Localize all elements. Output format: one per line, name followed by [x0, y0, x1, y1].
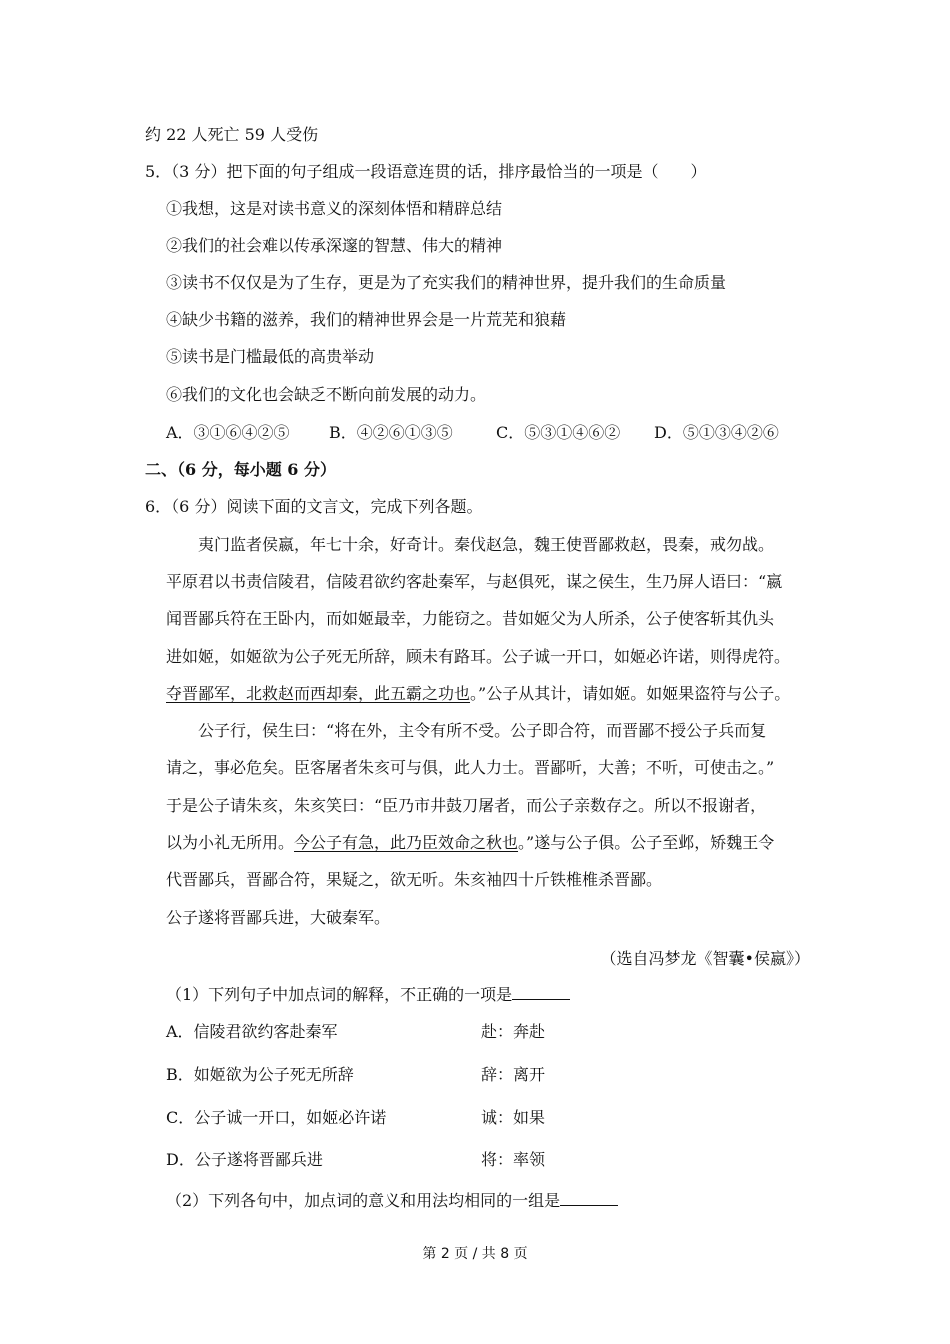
answer-blank-2[interactable]: [560, 1191, 618, 1206]
sub1-option-a-gloss: 赴：奔赴: [481, 1022, 546, 1041]
sub1-option-c-gloss: 诚：如果: [481, 1108, 546, 1127]
sub-question-2-text: （2）下列各句中，加点词的意义和用法均相同的一组是: [166, 1191, 561, 1210]
question-6-stem: 6．（6 分）阅读下面的文言文，完成下列各题。: [145, 497, 483, 516]
q5-item-1: ①我想，这是对读书意义的深刻体悟和精辟总结: [166, 199, 503, 218]
q5-item-2: ②我们的社会难以传承深邃的智慧、伟大的精神: [166, 236, 503, 255]
sub-question-1-text: （1）下列句子中加点词的解释，不正确的一项是: [166, 985, 513, 1004]
sub1-option-a[interactable]: [166, 1022, 338, 1042]
sub1-option-d-gloss: 将：率领: [481, 1150, 546, 1169]
sub1-option-c[interactable]: [166, 1108, 386, 1128]
passage-source: （选自冯梦龙《智囊•侯嬴》）: [600, 949, 810, 968]
passage-p1-line-5-rest: 。”公子从其计，请如姬。如姬果盗符与公子。: [470, 684, 791, 703]
sub1-option-d[interactable]: [166, 1150, 323, 1170]
passage-p2-line-1: 公子行，侯生曰：“将在外，主令有所不受。公子即合符，而晋鄙不授公子兵而复: [198, 721, 767, 740]
q5-option-b[interactable]: B．④②⑥①③⑤: [329, 423, 453, 442]
q5-item-4: ④缺少书籍的滋养，我们的精神世界会是一片荒芜和狼藉: [166, 310, 567, 329]
underlined-sentence-1: 夺晋鄙军，北救赵而西却秦，此五霸之功也: [166, 684, 471, 703]
section-2-heading: 二、（6 分，每小题 6 分）: [145, 460, 336, 479]
passage-p2-line-4: [166, 833, 774, 853]
passage-p2-line-2: 请之，事必危矣。臣客屠者朱亥可与俱，此人力士。晋鄙听，大善；不听，可使击之。”: [166, 758, 775, 777]
underlined-sentence-2: 今公子有急，此乃臣效命之秋也: [294, 833, 519, 852]
sub1-option-b[interactable]: [166, 1065, 354, 1085]
sub1-option-a-sentence: A．信陵君欲约客赴秦军: [166, 1022, 338, 1041]
previous-answer-tail: 约 22 人死亡 59 人受伤: [145, 125, 319, 144]
sub1-option-c-sentence: C．公子诚一开口，如姬必许诺: [166, 1108, 387, 1127]
passage-p1-line-5: [166, 684, 790, 704]
sub1-option-b-gloss: 辞：离开: [481, 1065, 546, 1084]
sub-question-1-stem: [166, 985, 570, 1005]
q5-option-a[interactable]: A．③①⑥④②⑤: [166, 423, 290, 442]
sub1-option-b-sentence: B．如姬欲为公子死无所辞: [166, 1065, 354, 1084]
sub-question-2-stem: [166, 1191, 618, 1211]
q5-item-6: ⑥我们的文化也会缺乏不断向前发展的动力。: [166, 385, 487, 404]
passage-p2-line-5: 代晋鄙兵，晋鄙合符，果疑之，欲无听。朱亥袖四十斤铁椎椎杀晋鄙。: [166, 870, 663, 889]
passage-p1-line-3: 闻晋鄙兵符在王卧内，而如姬最幸，力能窃之。昔如姬父为人所杀，公子使客斩其仇头: [166, 609, 775, 628]
q5-option-d[interactable]: D．⑤①③④②⑥: [654, 423, 779, 442]
q5-item-3: ③读书不仅仅是为了生存，更是为了充实我们的精神世界，提升我们的生命质量: [166, 273, 727, 292]
passage-p1-line-1: 夷门监者侯嬴，年七十余，好奇计。秦伐赵急，魏王使晋鄙救赵，畏秦，戒勿战。: [198, 535, 775, 554]
passage-p1-line-2: 平原君以书责信陵君，信陵君欲约客赴秦军，与赵俱死，谋之侯生，生乃屏人语曰：“嬴: [166, 572, 783, 591]
passage-p1-line-4: 进如姬，如姬欲为公子死无所辞，顾未有路耳。公子诚一开口，如姬必许诺，则得虎符。: [166, 647, 791, 666]
q5-option-c[interactable]: C．⑤③①④⑥②: [496, 423, 621, 442]
answer-blank-1[interactable]: [512, 985, 570, 1000]
passage-p2-line-3: 于是公子请朱亥，朱亥笑曰：“臣乃市井鼓刀屠者，而公子亲数存之。所以不报谢者，: [166, 796, 767, 815]
sub1-option-d-sentence: D．公子遂将晋鄙兵进: [166, 1150, 323, 1169]
q5-item-5: ⑤读书是门槛最低的高贵举动: [166, 347, 375, 366]
page-footer: 第 2 页 / 共 8 页: [422, 1246, 528, 1262]
passage-p2-line-4-pre: 以为小礼无所用。: [166, 833, 295, 852]
passage-p3: 公子遂将晋鄙兵进，大破秦军。: [166, 908, 391, 927]
passage-p2-line-4-post: 。”遂与公子俱。公子至邺，矫魏王令: [518, 833, 775, 852]
question-5-stem: 5．（3 分）把下面的句子组成一段语意连贯的话，排序最恰当的一项是（ ）: [145, 162, 707, 181]
